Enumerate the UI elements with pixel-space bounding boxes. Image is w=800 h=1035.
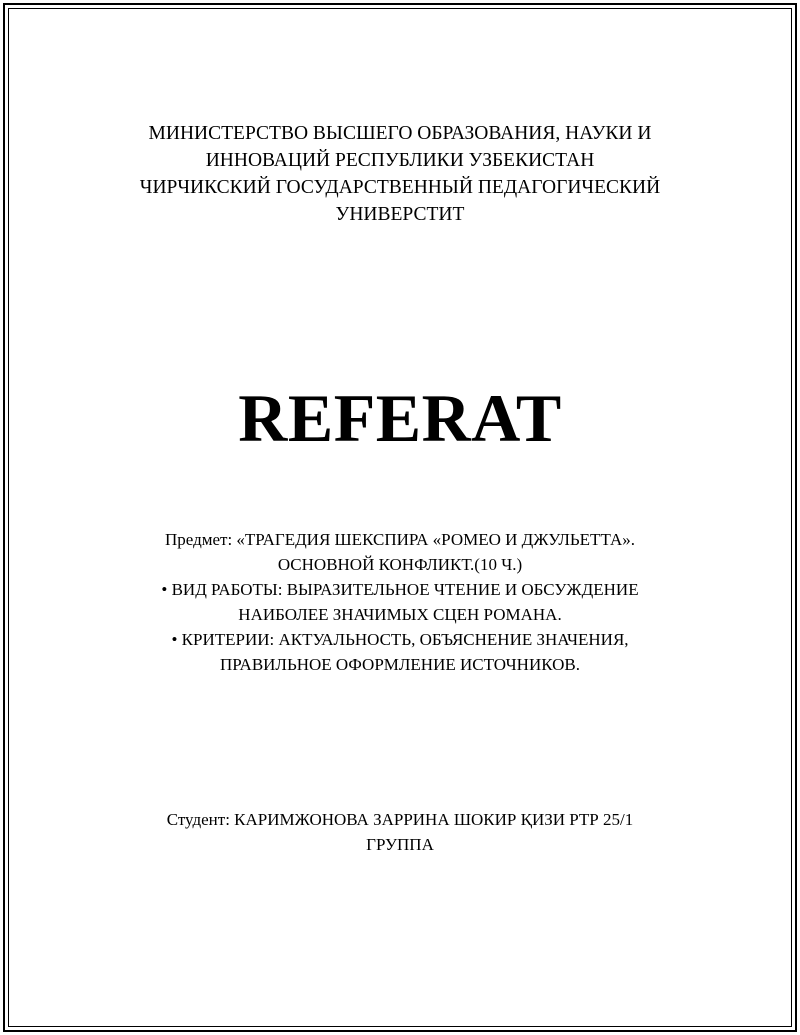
- work-type-line-continued: НАИБОЛЕЕ ЗНАЧИМЫХ СЦЕН РОМАНА.: [238, 605, 562, 624]
- work-type-line: • ВИД РАБОТЫ: ВЫРАЗИТЕЛЬНОЕ ЧТЕНИЕ И ОБСУЖДЕНИЕ: [161, 580, 639, 599]
- subject-line-continued: ОСНОВНОЙ КОНФЛИКТ.(10 Ч.): [277, 555, 523, 574]
- student-name-line: Студент: КАРИМЖОНОВА ЗАРРИНА ШОКИР ҚИЗИ РТР 25/1: [166, 810, 634, 829]
- institution-header: [0, 120, 800, 228]
- subject-line: Предмет: «ТРАГЕДИЯ ШЕКСПИРА «РОМЕО И ДЖУЛЬЕТТА».: [164, 530, 636, 549]
- student-group-line: ГРУППА: [366, 835, 434, 854]
- document-title: REFERAT: [238, 380, 562, 456]
- criteria-line-continued: ПРАВИЛЬНОЕ ОФОРМЛЕНИЕ ИСТОЧНИКОВ.: [219, 655, 580, 674]
- subject-details: [0, 527, 800, 677]
- header-line-4: УНИВЕРСТИТ: [335, 204, 465, 225]
- criteria-line: • КРИТЕРИИ: АКТУАЛЬНОСТЬ, ОБЪЯСНЕНИЕ ЗНАЧЕНИЯ,: [171, 630, 629, 649]
- header-line-3: ЧИРЧИКСКИЙ ГОСУДАРСТВЕННЫЙ ПЕДАГОГИЧЕСКИЙ: [139, 177, 661, 198]
- header-line-1: МИНИСТЕРСТВО ВЫСШЕГО ОБРАЗОВАНИЯ, НАУКИ И: [148, 123, 652, 144]
- student-info: [0, 807, 800, 857]
- header-line-2: ИННОВАЦИЙ РЕСПУБЛИКИ УЗБЕКИСТАН: [205, 150, 595, 171]
